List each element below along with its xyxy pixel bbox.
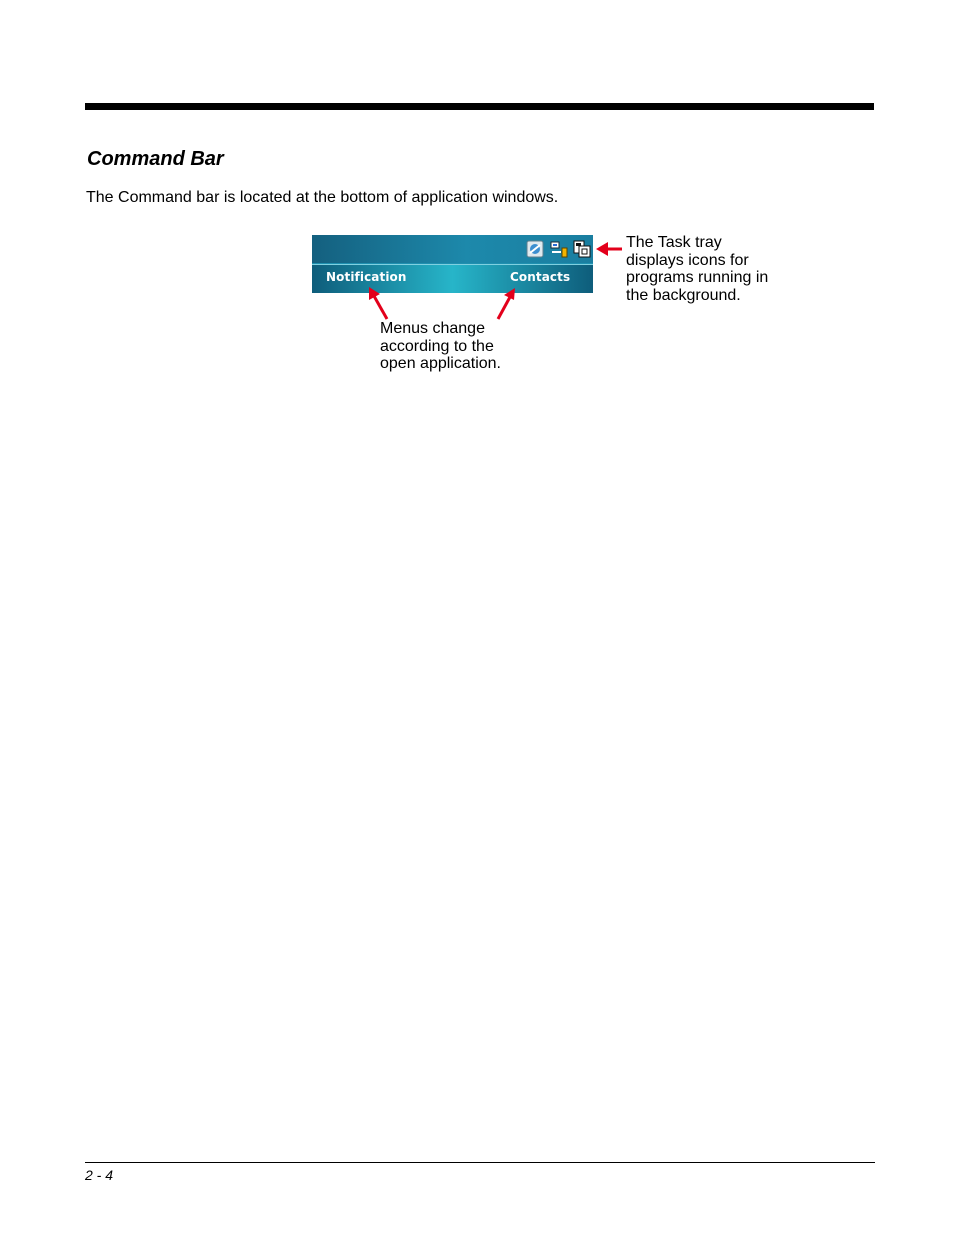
task-switcher-icon[interactable] xyxy=(573,240,591,258)
connectivity-icon[interactable] xyxy=(526,240,544,258)
command-bar-figure xyxy=(0,0,954,400)
task-tray-arrow xyxy=(596,242,622,256)
network-icon[interactable] xyxy=(550,240,568,258)
callout-line: Menus change xyxy=(380,320,485,337)
callout-line: The Task tray xyxy=(626,234,722,251)
notification-softkey[interactable]: Notification xyxy=(326,270,407,284)
callout-line: programs running in xyxy=(626,269,769,286)
menus-callout xyxy=(380,320,530,373)
command-bar-screenshot xyxy=(312,235,593,293)
callout-line: displays icons for xyxy=(626,251,749,269)
contacts-softkey[interactable]: Contacts xyxy=(510,270,571,284)
softkey-bar xyxy=(312,264,593,293)
callout-line: according to the xyxy=(380,337,494,355)
bottom-rule xyxy=(85,1162,875,1163)
section-heading: Command Bar xyxy=(87,148,224,170)
callout-line: the background. xyxy=(626,286,741,304)
callout-line: open application. xyxy=(380,355,501,372)
task-tray xyxy=(312,235,593,263)
task-tray-callout xyxy=(626,234,796,304)
page-number: 2 - 4 xyxy=(85,1167,114,1183)
intro-paragraph: The Command bar is located at the bottom of application windows. xyxy=(86,189,559,206)
